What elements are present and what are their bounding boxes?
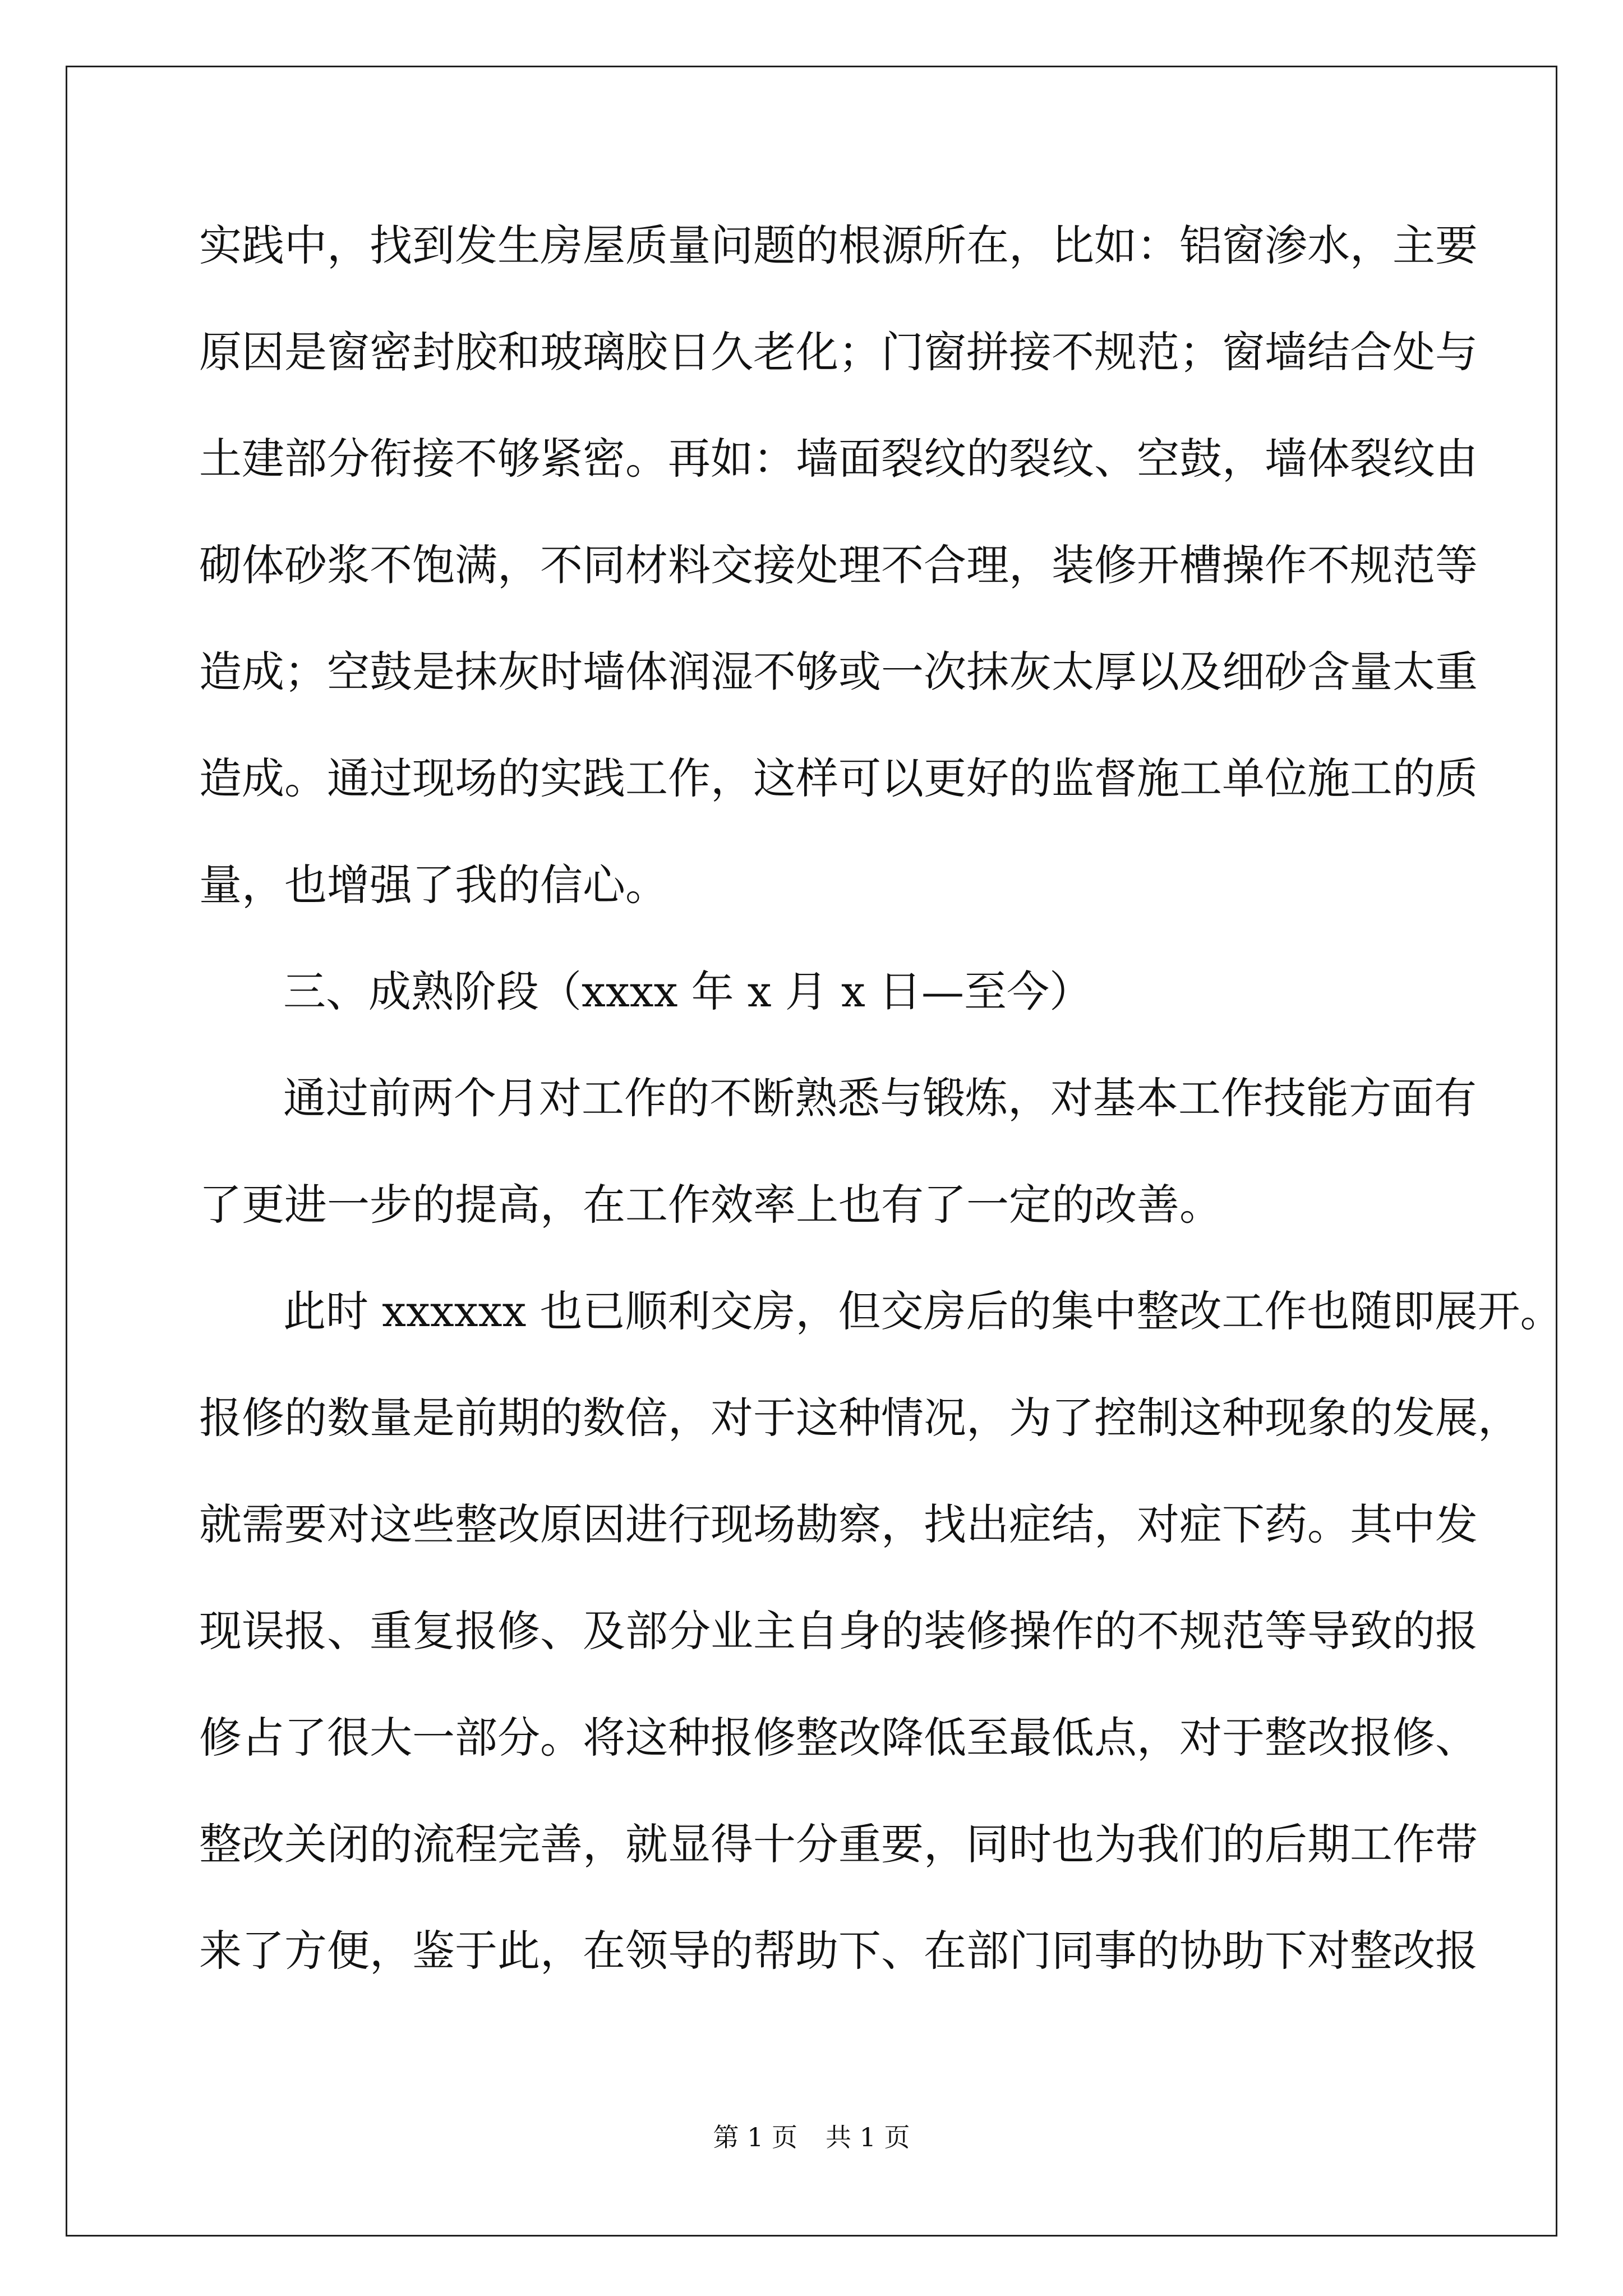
text-line: 了更进一步的提高，在工作效率上也有了一定的改善。 bbox=[199, 1180, 1222, 1230]
text-line: 修占了很大一部分。将这种报修整改降低至最低点，对于整改报修、 bbox=[199, 1713, 1478, 1763]
text-line: 土建部分衔接不够紧密。再如：墙面裂纹的裂纹、空鼓，墙体裂纹由 bbox=[199, 434, 1478, 484]
page-footer bbox=[0, 2120, 1623, 2154]
text-line: 砌体砂浆不饱满，不同材料交接处理不合理，装修开槽操作不规范等 bbox=[199, 540, 1478, 590]
text-line: 量，也增强了我的信心。 bbox=[199, 860, 668, 910]
text-line: 现误报、重复报修、及部分业主自身的装修操作的不规范等导致的报 bbox=[199, 1606, 1478, 1656]
total-pages: 共 1 页 bbox=[826, 2122, 910, 2152]
text-line: 整改关闭的流程完善，就显得十分重要，同时也为我们的后期工作带 bbox=[199, 1819, 1478, 1869]
text-line: 造成；空鼓是抹灰时墙体润湿不够或一次抹灰太厚以及细砂含量太重 bbox=[199, 647, 1478, 697]
text-line: 通过前两个月对工作的不断熟悉与锻炼，对基本工作技能方面有 bbox=[283, 1073, 1477, 1123]
text-line: 实践中，找到发生房屋质量问题的根源所在，比如：铝窗渗水，主要 bbox=[199, 220, 1478, 270]
section-heading: 三、成熟阶段（xxxx 年 x 月 x 日—至今） bbox=[283, 967, 1092, 1016]
text-line: 报修的数量是前期的数倍，对于这种情况，为了控制这种现象的发展， bbox=[199, 1393, 1520, 1443]
text-line: 就需要对这些整改原因进行现场勘察，找出症结，对症下药。其中发 bbox=[199, 1499, 1478, 1549]
text-line: 来了方便，鉴于此，在领导的帮助下、在部门同事的协助下对整改报 bbox=[199, 1926, 1478, 1976]
text-line: 原因是窗密封胶和玻璃胶日久老化；门窗拼接不规范；窗墙结合处与 bbox=[199, 327, 1478, 377]
page-number: 第 1 页 bbox=[713, 2122, 797, 2152]
page-border bbox=[66, 66, 1563, 2237]
text-line: 此时 xxxxxx 也已顺利交房，但交房后的集中整改工作也随即展开。 bbox=[283, 1286, 1563, 1336]
text-line: 造成。通过现场的实践工作，这样可以更好的监督施工单位施工的质 bbox=[199, 753, 1478, 803]
